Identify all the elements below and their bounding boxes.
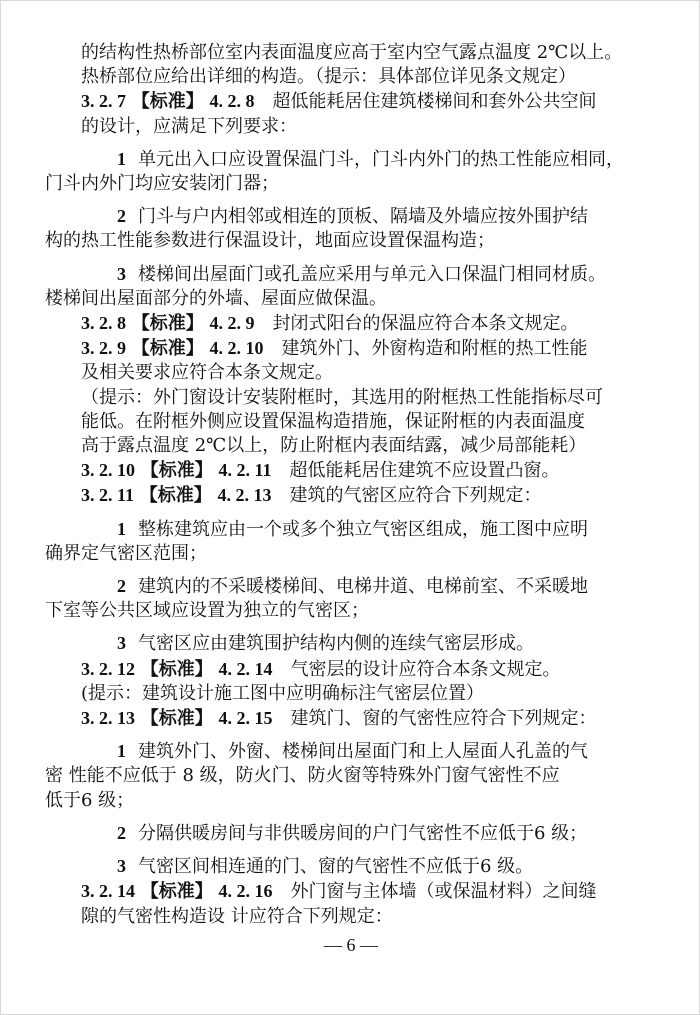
list-item bbox=[81, 631, 641, 656]
clause-number: 3. 2. 12 bbox=[81, 658, 135, 679]
item-number: 1 bbox=[117, 148, 126, 169]
clause-text: 超低能耗居住建筑不应设置凸窗。 bbox=[289, 460, 560, 482]
item-text-cont: 确界定气密区范围； bbox=[45, 542, 207, 564]
standard-tag: 【标准】 bbox=[140, 881, 213, 903]
standard-tag: 【标准】 bbox=[131, 313, 204, 335]
item-number: 1 bbox=[117, 741, 126, 762]
list-item bbox=[45, 517, 641, 566]
hint-line: (提示：建筑设计施工图中应明确标注气密层位置） bbox=[81, 682, 485, 704]
item-text: 分隔供暖房间与非供暖房间的户门气密性不应低于6 级； bbox=[138, 822, 588, 844]
item-number: 3 bbox=[117, 633, 126, 654]
page-number: — 6 — bbox=[324, 935, 378, 955]
clause-text: 外门窗与主体墙（或保温材料）之间缝 bbox=[290, 881, 597, 903]
clause-text: 建筑门、窗的气密性应符合下列规定： bbox=[290, 708, 597, 730]
item-text: 建筑内的不采暖楼梯间、电梯井道、电梯前室、不采暖地 bbox=[138, 576, 588, 598]
clause-text-cont: 的设计，应满足下列要求： bbox=[81, 115, 297, 137]
standard-tag: 【标准】 bbox=[131, 338, 204, 360]
hint-line: （提示：外门窗设计安装附框时，其选用的附框热工性能指标尽可 bbox=[81, 386, 603, 408]
clause-text: 气密层的设计应符合本条文规定。 bbox=[290, 658, 561, 680]
list-item bbox=[45, 204, 641, 253]
document-body bbox=[45, 41, 641, 929]
clause-number: 3. 2. 11 bbox=[81, 485, 135, 506]
item-text-cont: 密 性能不应低于 8 级，防火门、防火窗等特殊外门窗气密性不应 bbox=[45, 765, 560, 787]
item-text-cont: 构的热工性能参数进行保温设计，地面应设置保温构造； bbox=[45, 230, 495, 252]
clause-3-2-9 bbox=[81, 336, 641, 385]
clause-number: 3. 2. 7 bbox=[81, 91, 126, 112]
clause-text: 建筑的气密区应符合下列规定： bbox=[289, 485, 542, 507]
list-item bbox=[81, 821, 641, 846]
item-number: 2 bbox=[117, 576, 126, 597]
clause-number: 3. 2. 8 bbox=[81, 313, 126, 334]
clause-3-2-7 bbox=[81, 89, 641, 138]
clause-text: 超低能耗居住建筑楼梯间和套外公共空间 bbox=[272, 91, 597, 113]
hint-line: 高于露点温度 2℃以上，防止附框内表面结露，减少局部能耗） bbox=[81, 435, 587, 457]
standard-ref: 4. 2. 8 bbox=[209, 91, 255, 112]
clause-text: 建筑外门、外窗构造和附框的热工性能 bbox=[281, 338, 588, 360]
list-item bbox=[45, 739, 641, 813]
text-line: 热桥部位应给出详细的构造。（提示：具体部位详见条文规定） bbox=[81, 66, 576, 88]
clause-3-2-8 bbox=[81, 311, 641, 336]
item-text: 气密区应由建筑围护结构内侧的连续气密层形成。 bbox=[138, 633, 534, 655]
clause-3-2-14 bbox=[81, 879, 641, 928]
item-text: 门斗与户内相邻或相连的顶板、隔墙及外墙应按外围护结 bbox=[138, 206, 588, 228]
standard-tag: 【标准】 bbox=[140, 708, 213, 730]
item-text: 气密区间相连通的门、窗的气密性不应低于6 级。 bbox=[138, 856, 534, 878]
standard-tag: 【标准】 bbox=[139, 485, 212, 507]
standard-ref: 4. 2. 10 bbox=[209, 338, 264, 359]
text-line: 的结构性热桥部位室内表面温度应高于室内空气露点温度 2℃以上。 bbox=[81, 42, 623, 63]
item-text-cont: 门斗内外门均应安装闭门器； bbox=[45, 173, 279, 195]
item-text-cont: 楼梯间出屋面部分的外墙、屋面应做保温。 bbox=[45, 287, 387, 309]
item-text-cont: 下室等公共区域应设置为独立的气密区； bbox=[45, 600, 369, 622]
list-item bbox=[45, 262, 641, 311]
item-number: 2 bbox=[117, 822, 126, 843]
hint-note bbox=[81, 682, 641, 706]
hint-note bbox=[81, 386, 641, 459]
clause-number: 3. 2. 10 bbox=[81, 460, 135, 481]
item-text-cont: 低于6 级； bbox=[45, 789, 135, 811]
item-text: 单元出入口应设置保温门斗，门斗内外门的热工性能应相同， bbox=[138, 148, 624, 170]
standard-ref: 4. 2. 13 bbox=[217, 485, 272, 506]
list-item bbox=[81, 854, 641, 879]
clause-number: 3. 2. 9 bbox=[81, 338, 126, 359]
item-number: 3 bbox=[117, 856, 126, 877]
item-number: 3 bbox=[117, 263, 126, 284]
item-text: 楼梯间出屋面门或孔盖应采用与单元入口保温门相同材质。 bbox=[138, 263, 606, 285]
standard-tag: 【标准】 bbox=[140, 460, 213, 482]
clause-text-cont: 隙的气密性构造设 计应符合下列规定： bbox=[81, 905, 393, 927]
clause-3-2-12 bbox=[81, 657, 641, 682]
clause-text-cont: 及相关要求应符合本条文规定。 bbox=[81, 362, 333, 384]
standard-tag: 【标准】 bbox=[131, 91, 204, 113]
clause-3-2-13 bbox=[81, 706, 641, 731]
standard-tag: 【标准】 bbox=[140, 658, 213, 680]
clause-number: 3. 2. 13 bbox=[81, 708, 135, 729]
item-number: 1 bbox=[117, 518, 126, 539]
hint-line: 能低。在附框外侧应设置保温构造措施，保证附框的内表面温度 bbox=[81, 410, 585, 432]
standard-ref: 4. 2. 15 bbox=[218, 708, 273, 729]
clause-3-2-11 bbox=[81, 483, 641, 508]
standard-ref: 4. 2. 16 bbox=[218, 881, 273, 902]
list-item bbox=[45, 147, 641, 196]
continued-paragraph bbox=[81, 41, 641, 89]
list-item bbox=[45, 574, 641, 623]
item-text: 整栋建筑应由一个或多个独立气密区组成，施工图中应明 bbox=[138, 518, 588, 540]
clause-3-2-10 bbox=[81, 458, 641, 483]
standard-ref: 4. 2. 9 bbox=[209, 313, 255, 334]
item-number: 2 bbox=[117, 206, 126, 227]
standard-ref: 4. 2. 14 bbox=[218, 658, 273, 679]
standard-ref: 4. 2. 11 bbox=[218, 460, 272, 481]
item-text: 建筑外门、外窗、楼梯间出屋面门和上人屋面人孔盖的气 bbox=[138, 741, 588, 763]
clause-text: 封闭式阳台的保温应符合本条文规定。 bbox=[272, 313, 579, 335]
clause-number: 3. 2. 14 bbox=[81, 881, 135, 902]
